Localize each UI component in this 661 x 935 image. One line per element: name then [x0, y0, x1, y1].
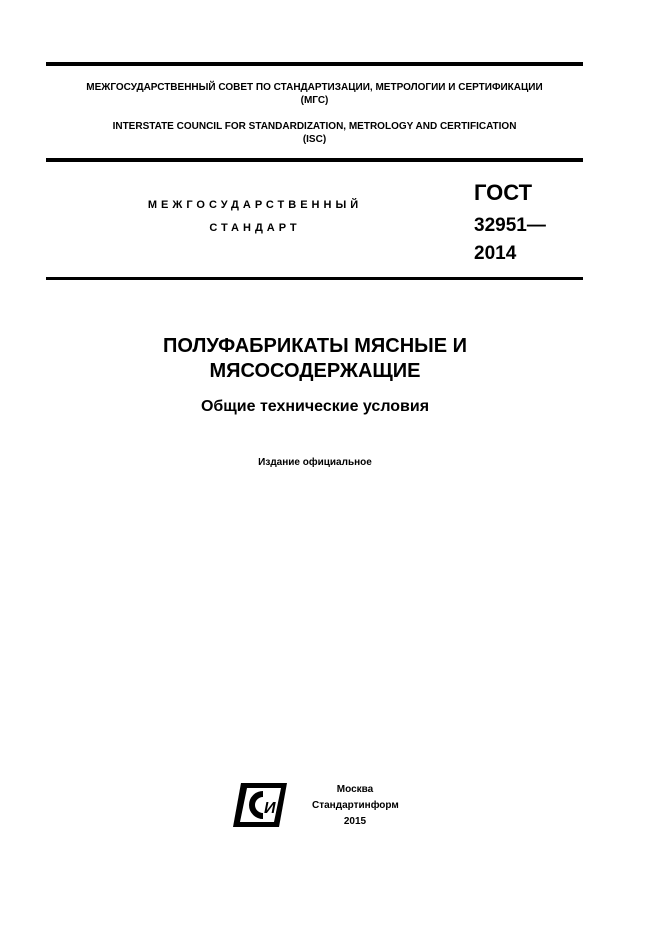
- standard-kind-line1: МЕЖГОСУДАРСТВЕННЫЙ: [147, 199, 363, 211]
- standartinform-logo-icon: [233, 783, 287, 827]
- standard-kind-line2: СТАНДАРТ: [209, 222, 301, 234]
- publisher-name: Стандартинформ: [312, 800, 399, 811]
- edition-label: Издание официальное: [258, 457, 372, 468]
- document-title: [80, 334, 550, 384]
- bottom-rule: [46, 277, 583, 280]
- title-line1: ПОЛУФАБРИКАТЫ МЯСНЫЕ И: [162, 335, 468, 357]
- top-rule: [46, 62, 583, 66]
- gost-number: 32951—: [474, 215, 546, 236]
- council-ru-name: МЕЖГОСУДАРСТВЕННЫЙ СОВЕТ ПО СТАНДАРТИЗАЦИИ, МЕТРОЛОГИИ И СЕРТИФИКАЦИИ: [86, 82, 543, 93]
- svg-text:И: И: [264, 800, 276, 817]
- council-ru-abbr: (МГС): [300, 95, 329, 106]
- council-en-abbr: (ISC): [302, 134, 327, 145]
- title-line2: МЯСОСОДЕРЖАЩИЕ: [209, 360, 421, 382]
- document-subtitle: Общие технические условия: [200, 398, 430, 415]
- gost-year: 2014: [474, 243, 517, 264]
- council-en: [46, 120, 583, 146]
- council-en-name: INTERSTATE COUNCIL FOR STANDARDIZATION, METROLOGY AND CERTIFICATION: [112, 121, 517, 132]
- gost-prefix: ГОСТ: [474, 180, 533, 205]
- council-ru: [46, 81, 583, 107]
- middle-rule: [46, 158, 583, 162]
- publisher-city: Москва: [336, 784, 374, 795]
- publisher-year: 2015: [343, 816, 367, 827]
